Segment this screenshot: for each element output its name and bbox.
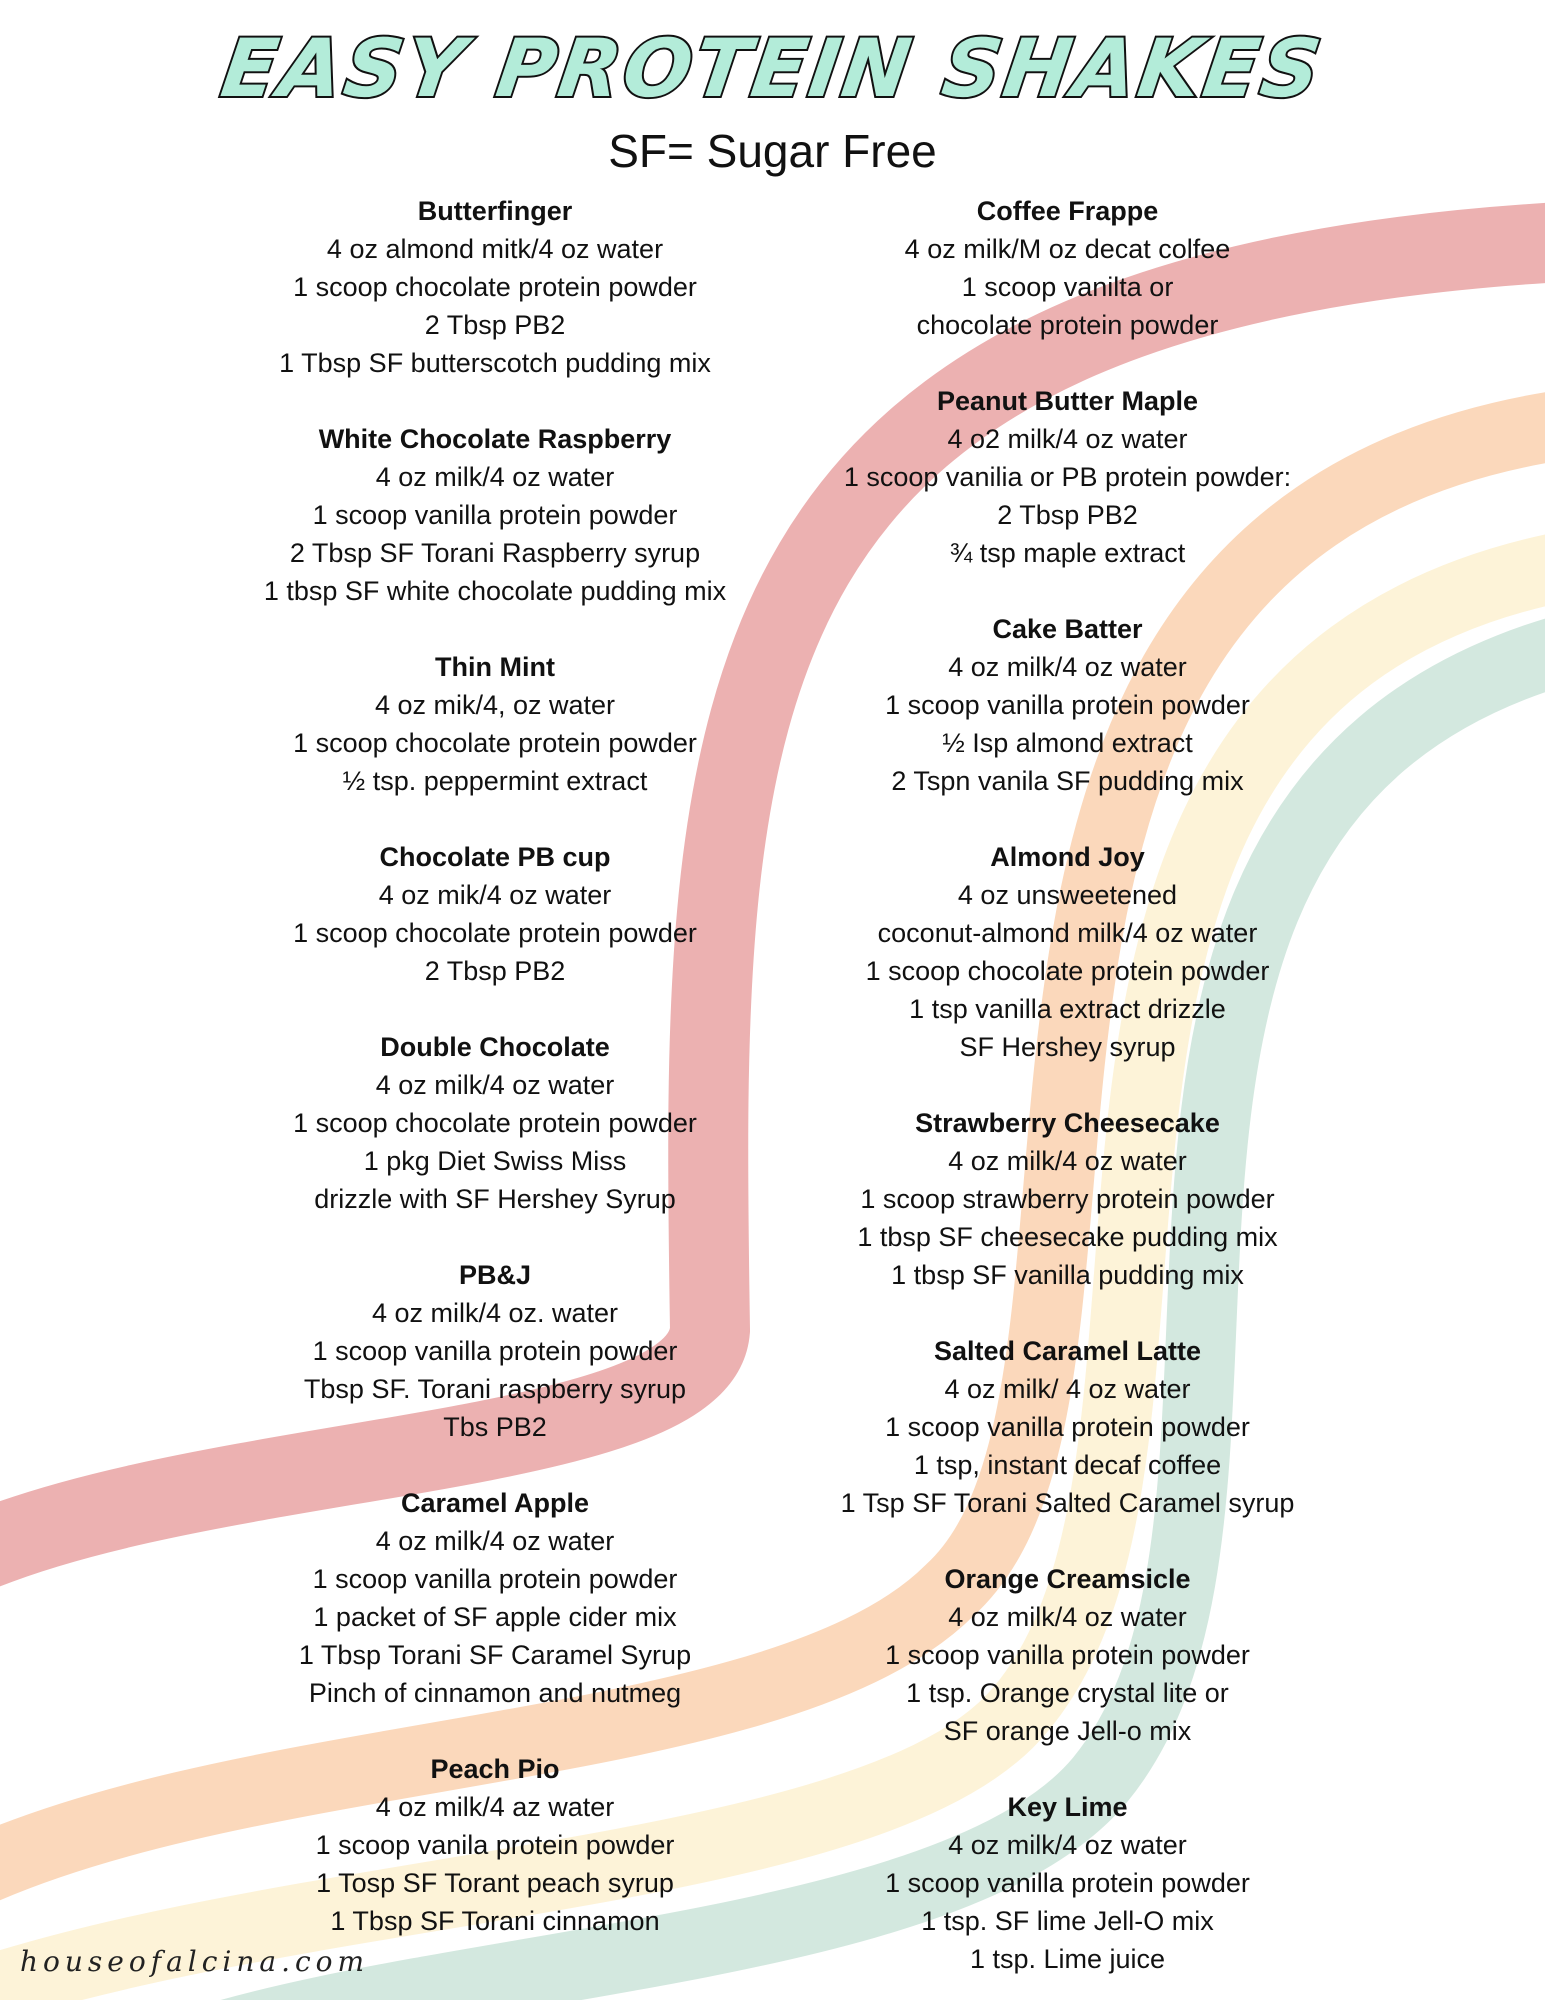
recipe-ingredient: 1 tsp. SF lime Jell-O mix [921, 1906, 1214, 1936]
recipe-ingredient: 1 scoop vanila protein powder [315, 1830, 675, 1860]
recipe-ingredient: 4 oz almond mitk/4 oz water [326, 234, 664, 264]
recipe-block [250, 838, 740, 990]
recipe-block [800, 382, 1335, 572]
recipe-ingredient: 4 oz milk/4 oz water [948, 1830, 1187, 1860]
recipe-ingredient: 1 scoop chocolate protein powder [293, 728, 697, 758]
recipe-ingredient: 2 Tbsp PB2 [997, 500, 1138, 530]
recipe-name: Peanut Butter Maple [936, 386, 1199, 416]
recipe-ingredient: 4 oz unsweetened [957, 880, 1178, 910]
recipe-ingredient: SF Hershey syrup [959, 1032, 1176, 1062]
recipe-ingredient: 1 Tosp SF Torant peach syrup [316, 1868, 674, 1898]
recipe-ingredient: Tbs PB2 [443, 1412, 547, 1442]
recipe-ingredient: 4 oz mik/4 oz water [378, 880, 612, 910]
recipe-ingredient: 4 oz milk/4 oz water [375, 1526, 615, 1556]
recipe-ingredient: 1 scoop vanilla protein powder [885, 1640, 1250, 1670]
recipe-block [250, 648, 740, 800]
recipe-ingredient: ¾ tsp maple extract [949, 538, 1186, 568]
recipe-ingredient: 4 oz milk/M oz decat colfee [904, 234, 1231, 264]
recipe-name: Caramel Apple [400, 1488, 590, 1518]
recipe-block [800, 1332, 1335, 1522]
recipe-ingredient: 1 scoop vanilla protein powder [885, 1868, 1250, 1898]
recipe-ingredient: 1 Tbsp SF Torani cinnamon [330, 1906, 660, 1936]
recipe-ingredient: Pinch of cinnamon and nutmeg [308, 1678, 682, 1708]
recipe-ingredient: 2 Tspn vanila SF pudding mix [891, 766, 1244, 796]
recipe-ingredient: 1 scoop vanilla protein powder [312, 500, 678, 530]
recipe-ingredient: 2 Tbsp PB2 [424, 310, 566, 340]
recipe-block [250, 192, 740, 382]
recipe-name: Salted Caramel Latte [933, 1336, 1202, 1366]
recipe-ingredient: ½ Isp almond extract [942, 728, 1193, 758]
recipe-ingredient: 1 scoop chocolate protein powder [293, 918, 697, 948]
recipe-ingredient: 1 scoop vanilla protein powder [885, 690, 1250, 720]
recipe-ingredient: Tbsp SF. Torani raspberry syrup [303, 1374, 687, 1404]
recipe-ingredient: 1 tbsp SF cheesecake pudding mix [857, 1222, 1278, 1252]
recipe-ingredient: 1 scoop chocolate protein powder [293, 272, 697, 302]
left-recipe-column [250, 192, 740, 1940]
recipe-ingredient: chocolate protein powder [916, 310, 1219, 340]
recipe-block [800, 1788, 1335, 1978]
recipe-ingredient: 2 Tbsp PB2 [424, 956, 566, 986]
recipe-block [800, 838, 1335, 1066]
recipe-name: Double Chocolate [380, 1032, 610, 1062]
recipe-block [250, 1028, 740, 1218]
recipe-name: Peach Pio [430, 1754, 560, 1784]
recipe-ingredient: coconut-almond milk/4 oz water [877, 918, 1258, 948]
recipe-ingredient: 1 Tsp SF Torani Salted Caramel syrup [840, 1488, 1295, 1518]
recipe-ingredient: 4 oz milk/4 az water [375, 1792, 615, 1822]
recipe-ingredient: 1 tsp. Lime juice [969, 1944, 1166, 1974]
recipe-ingredient: 1 Tbsp SF butterscotch pudding mix [279, 348, 711, 378]
recipe-ingredient: 1 tsp. Orange crystal lite or [906, 1678, 1229, 1708]
recipe-block [250, 1256, 740, 1446]
recipe-ingredient: 1 tsp vanilla extract drizzle [909, 994, 1226, 1024]
recipe-ingredient: 4 oz milk/4 oz water [375, 1070, 615, 1100]
recipe-block [800, 1104, 1335, 1294]
recipe-ingredient: SF orange Jell-o mix [943, 1716, 1192, 1746]
recipe-ingredient: 1 scoop vanilia or PB protein powder: [843, 462, 1292, 492]
recipe-ingredient: 1 tsp, instant decaf coffee [913, 1450, 1222, 1480]
recipe-ingredient: 1 scoop vanilla protein powder [312, 1336, 678, 1366]
recipe-block [250, 1750, 740, 1940]
recipe-ingredient: 4 oz milk/ 4 oz water [944, 1374, 1191, 1404]
recipe-ingredient: drizzle with SF Hershey Syrup [314, 1184, 676, 1214]
recipe-ingredient: 1 Tbsp Torani SF Caramel Syrup [298, 1640, 692, 1670]
recipe-ingredient: 4 oz milk/4 oz water [948, 1602, 1187, 1632]
recipe-name: Butterfinger [417, 196, 573, 226]
recipe-block [250, 1484, 740, 1712]
page-title: EASY PROTEIN SHAKES [216, 22, 1329, 115]
recipe-name: PB&J [458, 1260, 532, 1290]
recipe-block [800, 192, 1335, 344]
recipe-ingredient: 2 Tbsp SF Torani Raspberry syrup [289, 538, 701, 568]
recipe-name: Key Lime [1007, 1792, 1128, 1822]
recipe-name: Thin Mint [435, 652, 555, 682]
recipe-ingredient: ½ tsp. peppermint extract [342, 766, 648, 796]
recipe-name: Almond Joy [990, 842, 1145, 872]
recipe-ingredient: 1 scoop strawberry protein powder [860, 1184, 1275, 1214]
recipe-ingredient: 1 tbsp SF white chocolate pudding mix [263, 576, 727, 606]
recipe-ingredient: 4 oz milk/4 oz water [375, 462, 615, 492]
page-subtitle: SF= Sugar Free [608, 125, 937, 177]
recipe-ingredient: 1 pkg Diet Swiss Miss [363, 1146, 627, 1176]
recipe-ingredient: 4 oz mik/4, oz water [374, 690, 616, 720]
recipe-ingredient: 4 oz milk/4 oz water [948, 1146, 1187, 1176]
recipe-ingredient: 4 oz milk/4 oz. water [371, 1298, 619, 1328]
recipe-name: Chocolate PB cup [379, 842, 611, 872]
recipe-ingredient: 1 scoop vanilla protein powder [885, 1412, 1250, 1442]
recipe-name: Strawberry Cheesecake [915, 1108, 1220, 1138]
recipe-name: White Chocolate Raspberry [318, 424, 672, 454]
recipe-ingredient: 1 scoop chocolate protein powder [293, 1108, 697, 1138]
site-signature: houseofalcina.com [20, 1945, 370, 1978]
recipe-ingredient: 1 scoop vanilla protein powder [312, 1564, 678, 1594]
recipe-ingredient: 1 scoop vanilta or [961, 272, 1174, 302]
recipe-ingredient: 1 packet of SF apple cider mix [313, 1602, 677, 1632]
recipe-name: Orange Creamsicle [944, 1564, 1191, 1594]
recipe-block [800, 610, 1335, 800]
recipe-name: Cake Batter [992, 614, 1143, 644]
recipe-name: Coffee Frappe [976, 196, 1159, 226]
recipe-ingredient: 4 o2 milk/4 oz water [947, 424, 1188, 454]
recipe-ingredient: 1 scoop chocolate protein powder [865, 956, 1270, 986]
recipe-block [250, 420, 740, 610]
recipe-block [800, 1560, 1335, 1750]
recipe-ingredient: 1 tbsp SF vanilla pudding mix [891, 1260, 1244, 1290]
recipe-ingredient: 4 oz milk/4 oz water [948, 652, 1187, 682]
right-recipe-column [800, 192, 1335, 1978]
